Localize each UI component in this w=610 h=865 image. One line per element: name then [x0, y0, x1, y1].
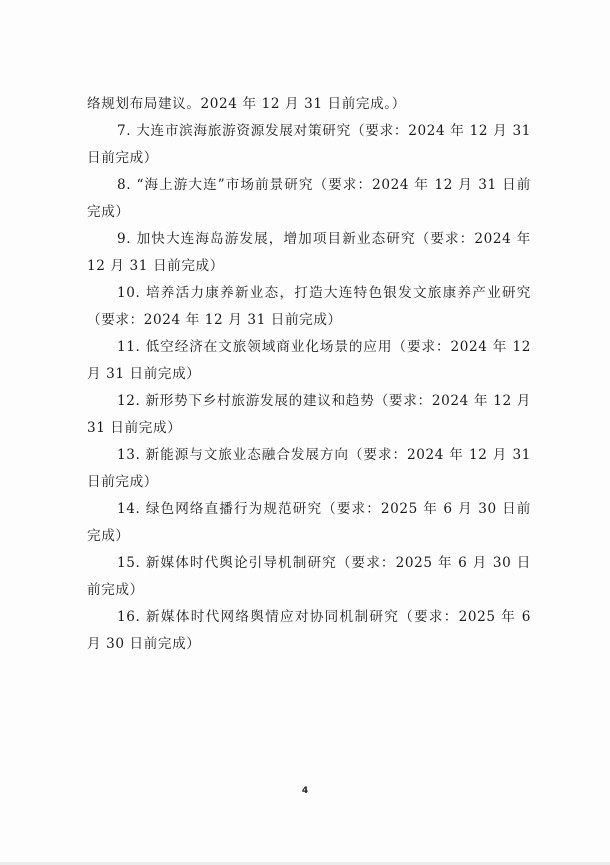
page-number: 4	[301, 786, 309, 796]
list-item: 7. 大连市滨海旅游资源发展对策研究（要求：2024 年 12 月 31 日前完成）	[87, 123, 531, 166]
list-item: 9. 加快大连海岛游发展，增加项目新业态研究（要求：2024 年 12 月 31 日前完成）	[87, 231, 531, 274]
list-item: 15. 新媒体时代舆论引导机制研究（要求：2025 年 6 月 30 日前完成）	[87, 555, 531, 598]
continuation-paragraph: 络规划布局建议。2024 年 12 月 31 日前完成。）	[87, 96, 406, 112]
document-body	[87, 91, 531, 658]
list-item: 16. 新媒体时代网络舆情应对协同机制研究（要求：2025 年 6 月 30 日前完成）	[87, 609, 531, 652]
list-item: 14. 绿色网络直播行为规范研究（要求：2025 年 6 月 30 日前完成）	[87, 501, 531, 544]
list-item: 12. 新形势下乡村旅游发展的建议和趋势（要求：2024 年 12 月 31 日前完成）	[87, 393, 531, 436]
list-item: 11. 低空经济在文旅领域商业化场景的应用（要求：2024 年 12 月 31 日前完成）	[87, 339, 531, 382]
list-item: 13. 新能源与文旅业态融合发展方向（要求：2024 年 12 月 31 日前完成）	[87, 447, 531, 490]
list-item: 10. 培养活力康养新业态，打造大连特色银发文旅康养产业研究（要求：2024 年 12 月 31 日前完成）	[87, 285, 531, 328]
list-item: 8. “海上游大连”市场前景研究（要求：2024 年 12 月 31 日前完成）	[87, 177, 531, 220]
